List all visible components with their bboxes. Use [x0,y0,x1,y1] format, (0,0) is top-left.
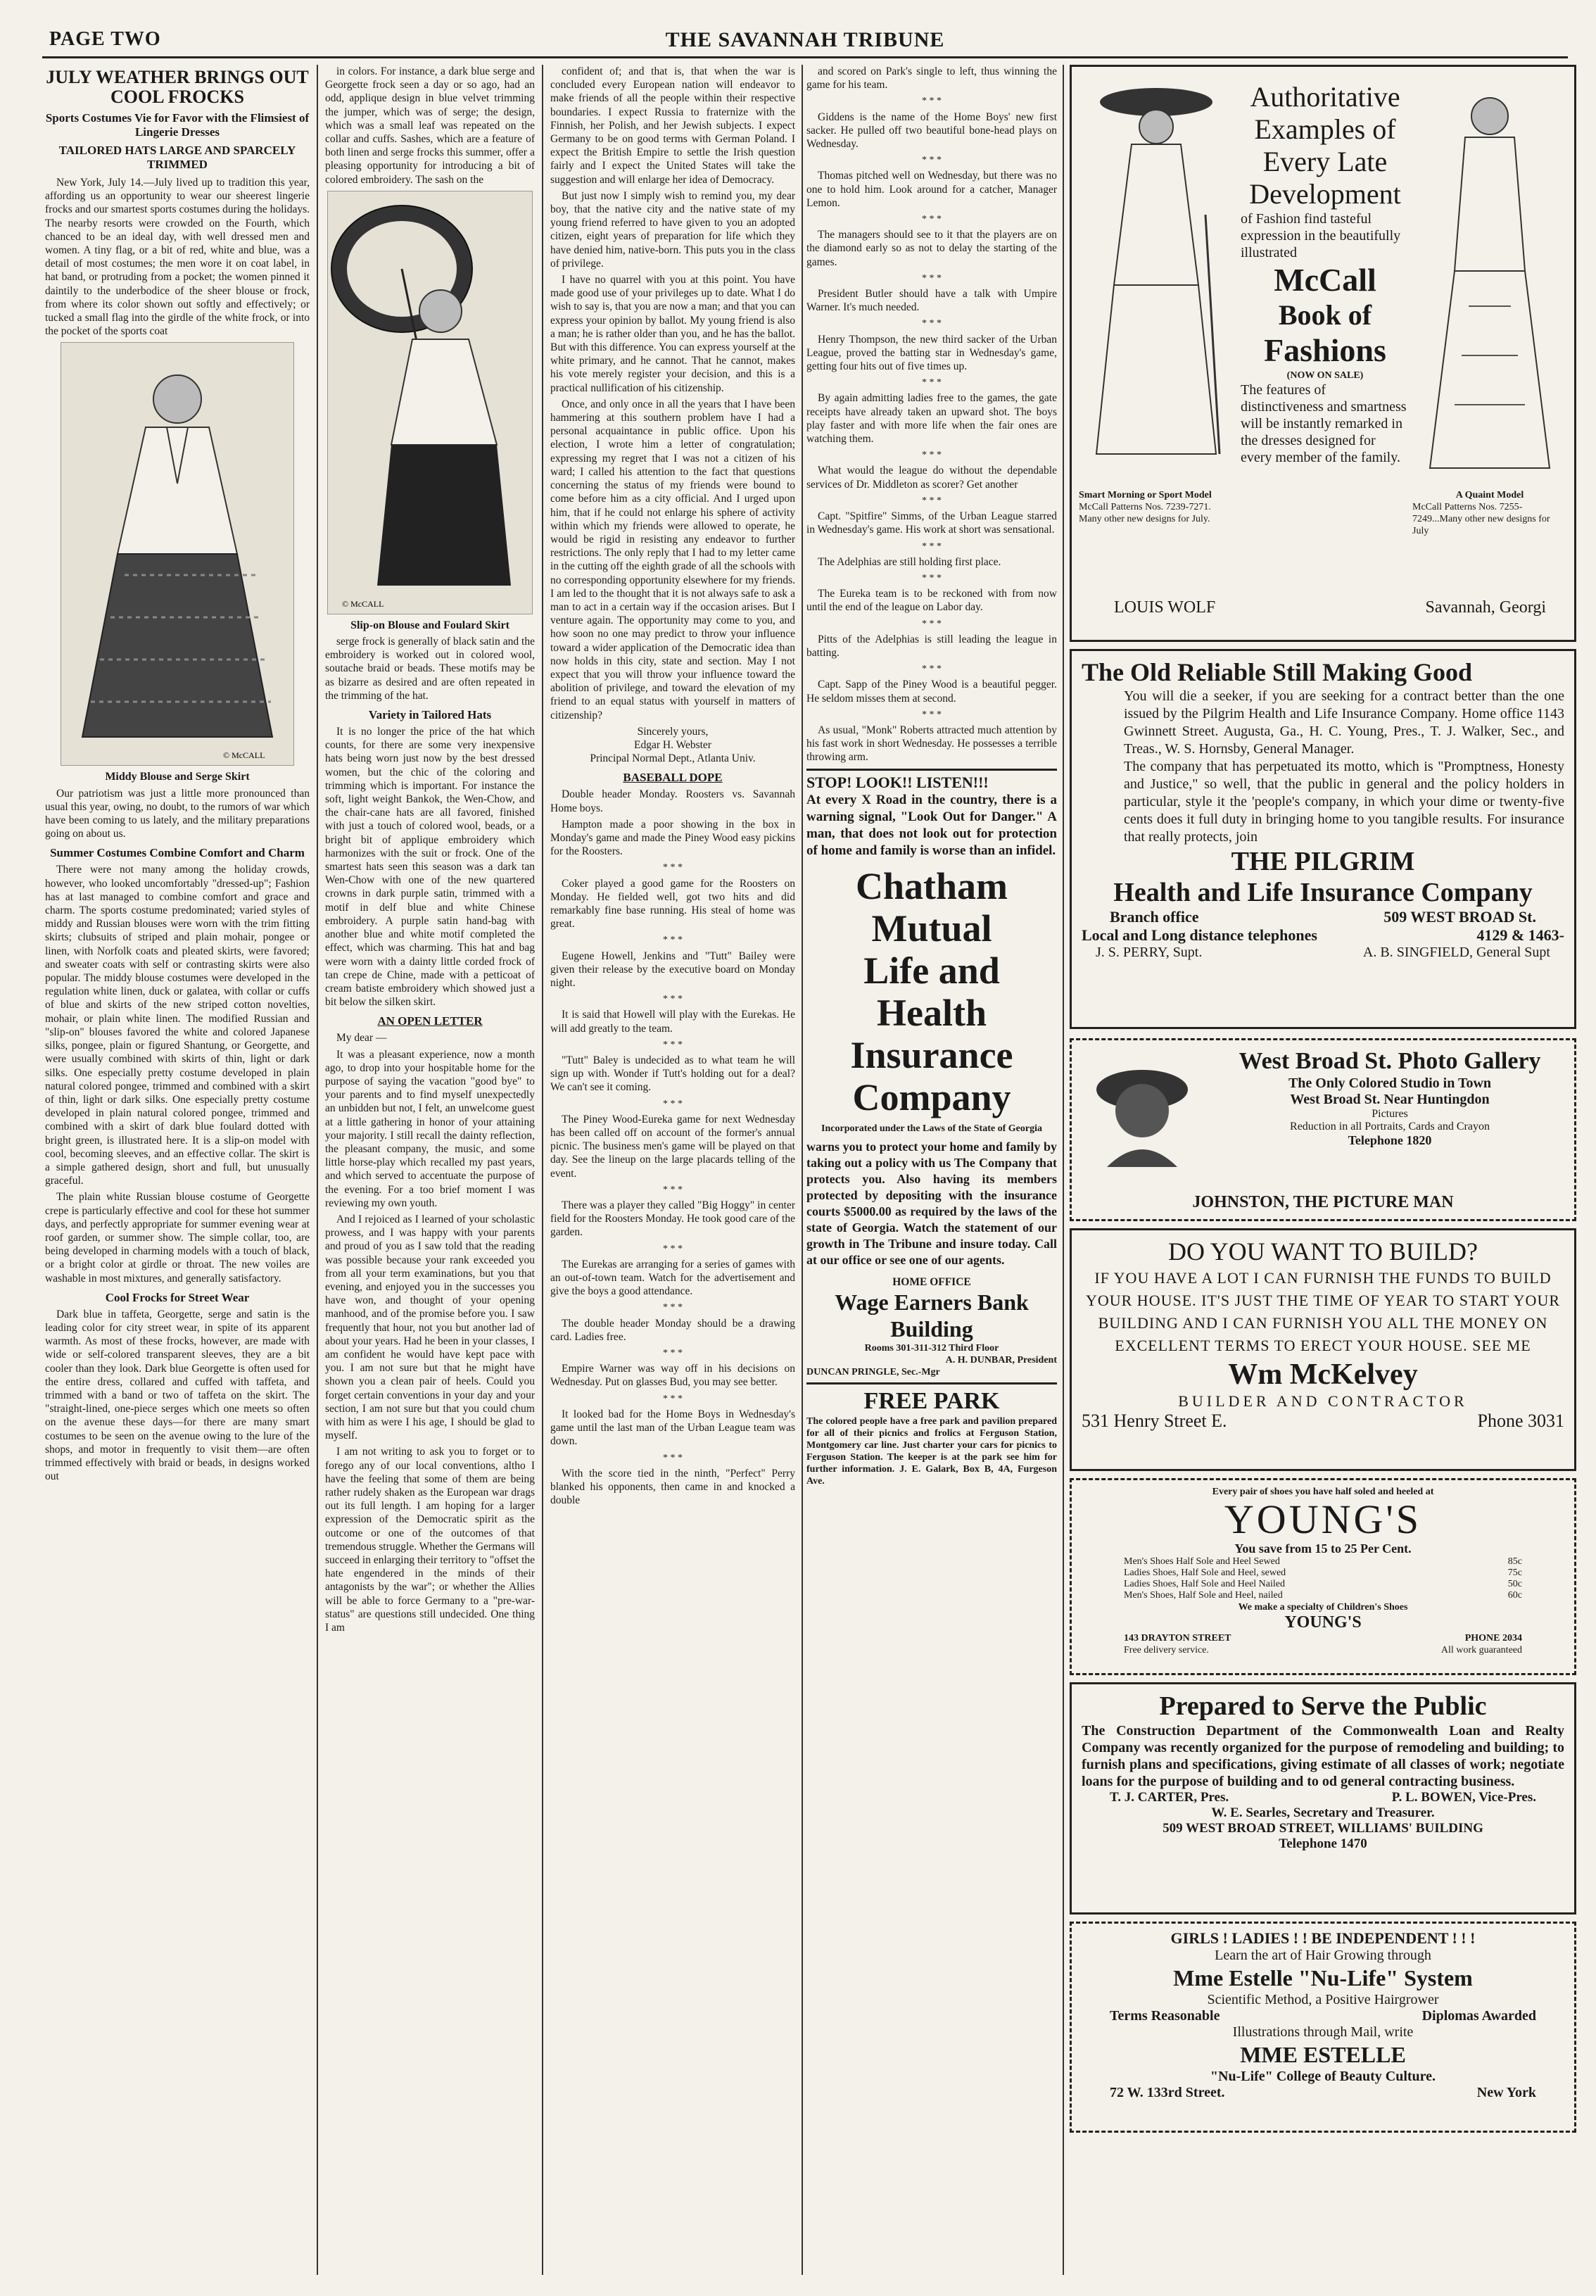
ad-brand: YOUNG'S [1284,1613,1362,1632]
article-paragraph: Our patriotism was just a little more pronounced than usual this year, owing, no doubt, to the rumors of war which have been coming to us lately, and the military preparations going on about us. [45,787,310,840]
news-item: Double header Monday. Roosters vs. Savannah Home boys. [550,788,795,814]
separator-stars: * * * [663,1184,683,1195]
ad-brand: Mme Estelle "Nu-Life" System [1173,1965,1473,1991]
news-item: Eugene Howell, Jenkins and "Tutt" Bailey were given their release by the executive board on Monday night. [550,950,795,989]
news-item: Pitts of the Adelphias is still leading the league in batting. [806,633,1057,659]
ad-line: Reduction in all Portraits, Cards and Crayon [1290,1121,1490,1133]
ad-caption: Smart Morning or Sport Model [1079,490,1212,500]
ad-phone: PHONE 2034 [1464,1633,1522,1644]
news-item: Thomas pitched well on Wednesday, but there was no one to hold him. Look around for a catcher, Manager Lemon. [806,170,1057,209]
news-item: Empire Warner was way off in his decisions on Wednesday. Put on glasses Bud, you may see better. [550,1363,795,1389]
free-park-ad [806,1382,1057,1487]
mccall-mark: © McCALL [223,750,265,761]
price-row [1124,1556,1522,1568]
ad-brand: Company [852,1076,1011,1118]
separator-stars: * * * [663,1302,683,1313]
separator-stars: * * * [663,1098,683,1109]
article-paragraph: But just now I simply wish to remind you, my dear boy, that the native city and the native state of my young friend referred to have given to you an adopted citizen, eight years of preparation for life which they have denied him, native-born. This puts you in the class of privilege. [550,189,795,270]
article-paragraph: I have no quarrel with you at this point. You have made good use of your privileges up to date. What I do wish to say is, that you are now a man; and that you can express your opinion by ballot. My young friend is also a man; he is rather older than you, and he has the ballot. But with this difference. You can express yourself at the white primary, and he cannot. That he cannot, makes his vote merely register your decision, and this is a practical nullification of his citizenship. [550,274,795,394]
ad-brand: Fashions [1264,332,1386,368]
ad-body: You will die a seeker, if you are seeking for a contract better than the one issued by the Pilgrim Health and Life Insurance Company. Home office 1143 Gwinnett Street. Augusta, Ga., H. C. Young, Pres., T. J. Walker, Sec., and Treas., W. S. Hornsby, General Manager. [1124,688,1564,757]
article-paragraph: It was a pleasant experience, now a month ago, to drop into your hospitable home for the purpose of saying the vacation "good bye" to your parents and to find myself unexpectedly an unbidden but not, I felt, an unwelcome guest at a little gathering in honor of your attaining your majority. I still recall the dainty reflection, the pleasant company, the music, and some little horse-play which recalled my past years, and which served to accentuate the purpose of the evening. For a too brief moment I was reviewing my own youth. [325,1048,535,1209]
ad-home-office: HOME OFFICE [892,1275,971,1288]
ad-line: Pictures [1372,1108,1408,1120]
ad-role: BUILDER AND CONTRACTOR [1178,1392,1468,1410]
ad-address: 143 DRAYTON STREET [1124,1633,1231,1644]
column-3 [550,65,795,2275]
ad-brand: Chatham [855,864,1008,907]
ad-brand: McCall [1274,262,1376,298]
separator-stars: * * * [922,272,942,284]
news-item: Capt. "Spitfire" Simms, of the Urban League starred in Wednesday's game. His work at short was sensational. [806,510,1057,536]
ad-body: At every X Road in the country, there is a warning signal, "Look Out for Danger." A man, that does not look out for protection of home and family is worse than an infidel. [806,792,1057,858]
news-item: With the score tied in the ninth, "Perfect" Perry blanked his opponents, then came in and knocked a double [550,1467,795,1507]
price-value: 75c [1507,1568,1522,1578]
ad-patterns: McCall Patterns Nos. 7239-7271. Many other new designs for July. [1079,502,1211,524]
ad-brand: Health [877,991,987,1034]
build-ad [1070,1228,1576,1471]
ad-officer: W. E. Searles, Secretary and Treasurer. [1211,1805,1435,1820]
ad-brand: Mutual [871,907,992,950]
deck: Sports Costumes Vie for Favor with the Flimsiest of Lingerie Dresses [45,111,310,139]
slip-on-blouse-illustration [327,191,533,614]
article-paragraph: in colors. For instance, a dark blue serge and Georgette frock seen a day or so ago, had an odd, applique design in blue velvet trimming the jumper, which was of serge; the design, which was a small leaf was repeated on the collar and cuffs. Sashes, which are a feature of both linen and serge frocks this summer, offer a pleasing opportunity for introducing a bit of colored embroidery. The sash on the [325,65,535,186]
ad-brand: MME ESTELLE [1240,2042,1406,2067]
ad-headline: Development [1249,178,1401,210]
price-value: 85c [1507,1556,1522,1567]
ad-address: 509 WEST BROAD STREET, WILLIAMS' BUILDING [1163,1821,1483,1836]
ad-building: Building [890,1316,973,1342]
news-item: As usual, "Monk" Roberts attracted much attention by his fast work in short Wednesday. He possesses a terrible throwing arm. [806,724,1057,764]
ad-body: of Fashion find tasteful expression in the beautifully illustrated [1241,211,1401,260]
ad-body: warns you to protect your home and family by taking out a policy with us The Company that protects you. Also having its members protected by depositing with the insurance courts $5000.00 as required by the laws of the state of Georgia. Watch the statement of our growth in The Tribune and insure today. Call at our office or see one of our agents. [806,1139,1057,1267]
article-paragraph: Dark blue in taffeta, Georgette, serge and satin is the leading color for city street wear, in spite of its apparent warmth. As most of these frocks, however, are made with wide or self-colored transparent sleeves, they are a bit cooler than they look. Dark blue Georgette is often used for the entire dress, collared and cuffed with taffeta, and trimmed with a band or two of taffeta on the skirt. The "straight-lined, one-piece serges which one meets so often on the avenue these days—for there are many smart costumes to be seen on the avenue owing to the lure of the shops, and motor in frequently to visit them—are often trimmed effectively with braid or beads, in designs worked out [45,1308,310,1483]
news-item: Hampton made a poor showing in the box in Monday's game and made the Piney Wood easy pickins for the Roosters. [550,818,795,858]
news-item: Coker played a good game for the Roosters on Monday. He fielded well, got two hits and did remarkably fine base running. His steal of home was great. [550,877,795,931]
mccall-mark: © McCALL [342,598,384,609]
ad-officer: J. S. PERRY, Supt. [1096,945,1203,960]
article-paragraph: The plain white Russian blouse costume of Georgette crepe is particularly effective and cool for these hot summer days, and perfectly appropriate for summer evening wear at roof garden, or summer show. The simple collar, too, are being developed in charming models with a touch of black, or a bright color at girdle or throat. The new voiles are washable in most mixtures, and generally satisfactory. [45,1191,310,1285]
chatham-ad [806,769,1057,1378]
ad-body: The features of distinctiveness and smartness will be instantly remarked in the dresses designed for every member of the family. [1241,382,1407,465]
ad-officer: A. B. SINGFIELD, General Supt [1362,945,1550,960]
news-item: The double header Monday should be a drawing card. Ladies free. [550,1317,795,1343]
news-item: "Tutt" Baley is undecided as to what team he will sign up with. Wonder if Tutt's holding out for a deal? We can't see it coming. [550,1054,795,1094]
ad-brand: THE PILGRIM [1231,847,1415,876]
ad-phone: Phone 3031 [1477,1411,1564,1431]
ad-brand: Health and Life Insurance Company [1113,878,1533,907]
ad-branch-address: 509 WEST BROAD St. [1383,908,1536,926]
deck: TAILORED HATS LARGE AND SPARCELY TRIMMED [58,144,296,171]
article-paragraph: Once, and only once in all the years that I have been hammering at this southern problem have I had a personal acquaintance in public office. Upon his election, I wrote him a letter of congratulation; expressing my regret that I was not a citizen of his ward; I called his attention to the fact that questions concerning the status of my friends were bound to come before him as a city official. And I urged upon him, that if he could not enlarge his sphere of activity within which my friends were allowed to operate, he would be rigid in resisting any endeavor to further restrictions. The only reply that I had to my letter came in the cutting off the eighth grade of all the schools with no corresponding opportunity elsewhere for my friends. I am led to the thought that it is not always safe to ask a man to act in a certain way if the occasion arises. But I venture again. The opportunity may come to you, and how soon no one may predict to throw your influence toward a wider application of the Democratic idea than now holds in this city, state and section. May I not expect that you will throw your influence toward the abolition of privilege, and toward the elevation of my friend to an equal status with yourself in matters of citizenship? [550,398,795,721]
ad-line: Illustrations through Mail, write [1232,2024,1414,2040]
price-item: Ladies Shoes, Half Sole and Heel Nailed [1124,1579,1285,1589]
news-item: Giddens is the name of the Home Boys' new first sacker. He pulled off two beautiful bone-head plays on Wednesday. [806,111,1057,151]
ad-officer: P. L. BOWEN, Vice-Pres. [1391,1790,1536,1805]
ad-body: IF YOU HAVE A LOT I CAN FURNISH THE FUNDS TO BUILD YOUR HOUSE. IT'S JUST THE TIME OF YEAR TO START YOUR BUILDING AND I CAN FURNISH YOU ALL THE MONEY ON EXCELLENT TERMS TO ERECT YOUR HOUSE. SEE ME [1085,1269,1561,1354]
news-item: President Butler should have a talk with Umpire Warner. It's much needed. [806,288,1057,314]
ad-line: West Broad St. Near Huntingdon [1290,1092,1490,1107]
middy-blouse-illustration [61,342,294,766]
separator-stars: * * * [663,1393,683,1404]
ad-line: Scientific Method, a Positive Hairgrower [1207,1992,1439,2007]
letter-signer: Edgar H. Webster [634,738,711,751]
subhead: BASEBALL DOPE [623,771,723,785]
separator-stars: * * * [922,618,942,629]
subhead: Variety in Tailored Hats [368,708,492,722]
separator-stars: * * * [922,709,942,720]
news-item: and scored on Park's single to left, thus winning the game for his team. [806,65,1057,92]
ad-headline: Authoritative [1250,81,1400,113]
ad-brand: Wm McKelvey [1228,1358,1418,1391]
ad-headline: West Broad St. Photo Gallery [1239,1048,1541,1074]
ad-footer: JOHNSTON, THE PICTURE MAN [1192,1193,1454,1211]
ad-phone: Telephone 1820 [1348,1133,1432,1147]
ad-caption: A Quaint Model [1455,490,1524,500]
ad-patterns: McCall Patterns Nos. 7255-7249...Many other new designs for July [1412,502,1550,536]
column-2 [325,65,535,2275]
price-value: 60c [1507,1590,1522,1601]
ad-headline: FREE PARK [863,1387,1000,1414]
portrait-illustration [1093,1061,1191,1167]
news-item: The Eurekas are arranging for a series of games with an out-of-town team. Watch for the advertisement and give the boys a good attendance. [550,1258,795,1298]
ad-brand: Life and [863,949,1000,992]
article-paragraph: confident of; and that is, that when the war is concluded every European nation will endeavor to make friends of all the people within their respective boundaries. I expect Russia to fraternize with the Finnish, her Polish, and her Jewish subjects. I expect Germany to be on good terms with German Poland. I expect the British Empire to settle the Irish question fairly and I expect the United States will take the suggestion and will enlarge her idea of Democracy. [550,65,795,186]
column-rule [1063,65,1064,2275]
column-rule [542,65,543,2275]
ad-brand: Book of [1278,299,1372,331]
ad-specialty: We make a specialty of Children's Shoes [1238,1602,1408,1613]
price-item: Ladies Shoes, Half Sole and Heel, sewed [1124,1568,1286,1578]
estelle-ad [1070,1922,1576,2133]
separator-stars: * * * [663,1348,683,1359]
mccall-ad [1070,65,1576,642]
separator-stars: * * * [922,495,942,506]
price-item: Men's Shoes, Half Sole and Heel, nailed [1124,1590,1283,1601]
column-4 [806,65,1057,2275]
price-list [1082,1556,1564,1601]
separator-stars: * * * [922,214,942,225]
news-item: Henry Thompson, the new third sacker of the Urban League, proved the batting star in Wednesday's game, getting four hits out of five times up. [806,333,1057,373]
ad-building: Wage Earners Bank [835,1289,1029,1315]
ad-address: 72 W. 133rd Street. [1110,2085,1225,2100]
price-row [1124,1579,1522,1590]
price-row [1124,1590,1522,1601]
column-1 [45,65,310,2275]
news-item: The Eureka team is to be reckoned with from now until the end of the league on Labor day. [806,588,1057,614]
ad-phone: Telephone 1470 [1279,1836,1367,1851]
news-item: The Adelphias are still holding first place. [818,555,1001,568]
ad-brand: YOUNG'S [1224,1496,1422,1542]
ad-address: 531 Henry Street E. [1082,1411,1227,1431]
ad-terms: Terms Reasonable [1110,2008,1220,2024]
ad-body: The company that has perpetuated its motto, which is "Promptness, Honesty and Justice," so well, that the public in general and the policy holders in particular, style it the 'people's company, in which your dime or twenty-five cents does it full duty in bringing home to you tangible results. For insurance that really protects, join [1124,759,1564,845]
ad-officer: A. H. DUNBAR, President [945,1354,1057,1365]
ad-lead: Every pair of shoes you have half soled and heeled at [1212,1487,1434,1497]
news-item: What would the league do without the dependable services of Dr. Middleton as scorer? Get another [806,465,1057,491]
letter-closing: Sincerely yours, [637,725,709,738]
youngs-ad [1070,1478,1576,1675]
ad-body: The Construction Department of the Commonwealth Loan and Realty Company was recently organized for the purpose of remodeling and building; to furnish plans and specifications, giving estimate of all classes of work; negotiate loans for the purpose of building and to od general contracting business. [1082,1723,1564,1789]
subhead: Summer Costumes Combine Comfort and Charm [50,846,305,860]
illustration-caption: Middy Blouse and Serge Skirt [105,771,250,783]
subhead: Cool Frocks for Street Wear [105,1290,250,1304]
separator-stars: * * * [663,862,683,873]
ad-phones: Local and Long distance telephones [1082,926,1317,944]
ad-headline: Prepared to Serve the Public [1159,1691,1487,1721]
news-item: The managers should see to it that the players are on the diamond early so as not to delay the starting of the games. [806,229,1057,268]
ad-guarantee: All work guaranteed [1440,1645,1522,1655]
ad-college: "Nu-Life" College of Beauty Culture. [1210,2069,1436,2084]
page-number: PAGE TWO [49,28,161,50]
news-item: Capt. Sapp of the Piney Wood is a beautiful pegger. He seldom misses them at second. [806,679,1057,705]
price-row [1124,1568,1522,1579]
news-item: It looked bad for the Home Boys in Wednesday's game until the last man of the Urban League team was down. [550,1408,795,1448]
subhead: AN OPEN LETTER [377,1014,483,1028]
separator-stars: * * * [922,155,942,166]
article-paragraph: It is no longer the price of the hat which counts, for there are some very inexpensive hats being worn just now by the best dressed women, but the chic of the coloring and trimming which is important. For instance the soft, light weight Bankok, the Wen-Chow, and the chair-cane hats are all favored, finished with just a touch of colored wool, beads, or a bright bit of applique embroidery which harmonizes with the suit or frock. One of the smartest hats seen this season was a dark tan Wen-Chow with one of the new quartered crowns in dark purple satin, trimmed with a motif in delf blue and white Chinese embroidery. A purple satin hand-bag with another blue and white motif completed the effect, which was charming. This hat and bag were worn with a dainty little corded frock of tan crepe de Chine, made with a petticoat of cream batiste embroidery which showed just a bit below the silken skirt. [325,726,535,1009]
separator-stars: * * * [922,318,942,329]
ad-headline: Every Late [1262,146,1388,177]
masthead-title: THE SAVANNAH TRIBUNE [665,28,945,51]
ad-headline: GIRLS ! LADIES ! ! BE INDEPENDENT ! ! ! [1170,1929,1476,1947]
ad-body: The colored people have a free park and pavilion prepared for all of their picnics and frolics at Ferguson Station, Montgomery car line. Just charter your cars for picnics to Ferguson Station. The keeper is at the park see him for further information. J. E. Galark, Box B, 4A, Furgeson Ave. [806,1415,1057,1487]
price-value: 50c [1507,1579,1522,1589]
photo-gallery-ad [1070,1038,1576,1221]
ad-savings: You save from 15 to 25 Per Cent. [1234,1541,1412,1556]
column-rule [317,65,318,2275]
article-paragraph: There were not many among the holiday crowds, however, who looked uncomfortably "dressed-up"; Fashion has at last managed to combine comfort and grace and charm. The sports costume predominated; varied styles of middy and Russian blouses were worn with the trim fitting skirts; clubsuits of striped and plain mohair, pongee or linen, with Norfolk coats and pleated skirts, were favored; and sweater coats with self or contrasting skirts were also popular. The middy blouse costumes were developed in the regulation white linen, duck or galatea, with collar or cuffs of blue and skirts of the new striped cotton novelties, mohair, or plain white linen. The modified Russian and "slip-on" blouses favored the white and colored Japanese silks, pongee, plain or figured Shantung, or Georgette, and were usually combined with skirts of thin, light or dark silks. One especially pretty costume developed in plain natural colored pongee, trimmed and combined with a skirt of thin, light or dark silks. One especially pretty costume developed in plain natural colored pongee, trimmed and combined with a skirt of dark blue foulard dotted with bright green, is illustrated here. It is a slip-on model with cool, becoming sleeves, and an effective collar. The skirt is a simple gathered design, short and full, but unusually graceful. [45,864,310,1187]
separator-stars: * * * [663,1243,683,1254]
merchant-city: Savannah, Georgi [1425,598,1546,617]
ad-headline: STOP! LOOK!! LISTEN!!! [806,773,989,791]
article-paragraph: New York, July 14.—July lived up to tradition this year, affording us an opportunity to wear our sheerest lingerie frocks and our smartest sports costumes during the holidays. The nearby resorts were crowded on the Fourth, which chanced to be an ideal day, with well dressed men and women. A tiny flag, or a bit of red, white and blue, was a detail of most costumes; the men wore it on coat label, in hat band, or protruding from a pocket; the women pinned it daintily to the underbodice of the sheer blouse or frock, from where its color shown out softly and effectively; or tucked a small flag into the girdle of the white frock, or into the pocket of the sports coat [45,177,310,338]
ad-headline: Examples of [1254,113,1396,145]
separator-stars: * * * [663,935,683,946]
news-item: It is said that Howell will play with the Eurekas. He will add greatly to the team. [550,1009,795,1035]
news-item: By again admitting ladies free to the games, the gate receipts have already taken an upward shot. The boys play faster and with more life when the fair ones are watching them. [806,392,1057,446]
ad-rooms: Rooms 301-311-312 Third Floor [864,1342,999,1354]
news-item: The Piney Wood-Eureka game for next Wednesday has been called off on account of the former's annual picnic. The business men's game will be played on that day. See the lineup on the large placards telling of the event. [550,1113,795,1180]
merchant-name: LOUIS WOLF [1114,598,1216,617]
separator-stars: * * * [922,541,942,552]
pilgrim-ad [1070,649,1576,1029]
price-item: Men's Shoes Half Sole and Heel Sewed [1124,1556,1280,1567]
separator-stars: * * * [663,1039,683,1050]
column-rule [802,65,803,2275]
article-paragraph: I am not writing to ask you to forget or to forego any of our local conventions, altho I have the feeling that some of them are being rather rudely shaken as the European war drags out its full length. I am hoping for a larger expression of the Democratic spirit as the outcome or one of the outcomes of that tremendous struggle. Whether the Germans will succeed in enlarging their territory to "offset the hate engendered in the minds of their antagonists by the war"; or whether the Allies will be able to force Germany to a "pre-war-status" are questions still undecided. One thing I am [325,1446,535,1634]
ad-line: Learn the art of Hair Growing through [1215,1948,1431,1963]
article-paragraph: serge frock is generally of black satin and the embroidery is worked out in colored wool, soutache braid or beads. These motifs may be as bizarre as desired and are often repeated in the trimming of the hat. [325,636,535,702]
ad-diplomas: Diplomas Awarded [1421,2008,1536,2024]
news-item: There was a player they called "Big Hoggy" in center field for the Roosters Monday. He took good care of the garden. [550,1199,795,1239]
separator-stars: * * * [922,377,942,389]
article-paragraph: My dear — [336,1032,387,1045]
letter-signer-title: Principal Normal Dept., Atlanta Univ. [590,752,756,765]
ad-headline: DO YOU WANT TO BUILD? [1168,1237,1478,1266]
separator-stars: * * * [922,450,942,461]
ad-incorporation: Incorporated under the Laws of the State of Georgia [821,1123,1042,1134]
separator-stars: * * * [663,994,683,1005]
ad-headline: The Old Reliable Still Making Good [1082,658,1473,686]
ad-officer: DUNCAN PRINGLE, Sec.-Mgr [806,1366,940,1377]
ad-branch: Branch office [1110,908,1199,926]
page-header [42,28,1568,58]
ad-city: New York [1476,2085,1536,2100]
illustration-caption: Slip-on Blouse and Foulard Skirt [350,619,509,631]
separator-stars: * * * [922,664,942,675]
separator-stars: * * * [922,96,942,107]
article-paragraph: And I rejoiced as I learned of your scholastic prowess, and I was happy with your parents and proud of you as I saw told that the reading was possible because your rank exceeded you from all your term examinations, but you that evening, and enjoyed you in the successes you have won, and thought of your opening manhood, and of the promise before you. I saw frequently that hour, not you but another lad of about your years. Had he been in your classes, I am confident he would have kept pace with you. I am not sure but that he might have shown you a clean pair of heels. Could you forget certain conventions in your day and your section, I am not sure but that you could chum with him as were I his age, I should be glad to myself. [325,1213,535,1442]
commonwealth-ad [1070,1682,1576,1915]
ad-on-sale: (NOW ON SALE) [1286,370,1364,381]
ad-phone-numbers: 4129 & 1463- [1476,926,1564,944]
ad-line: The Only Colored Studio in Town [1288,1076,1492,1091]
ad-officer: T. J. CARTER, Pres. [1110,1790,1229,1805]
separator-stars: * * * [663,1452,683,1463]
ad-brand: Insurance [850,1033,1013,1076]
separator-stars: * * * [922,572,942,584]
headline: JULY WEATHER BRINGS OUT COOL FROCKS [46,67,309,107]
ad-delivery: Free delivery service. [1124,1645,1209,1655]
